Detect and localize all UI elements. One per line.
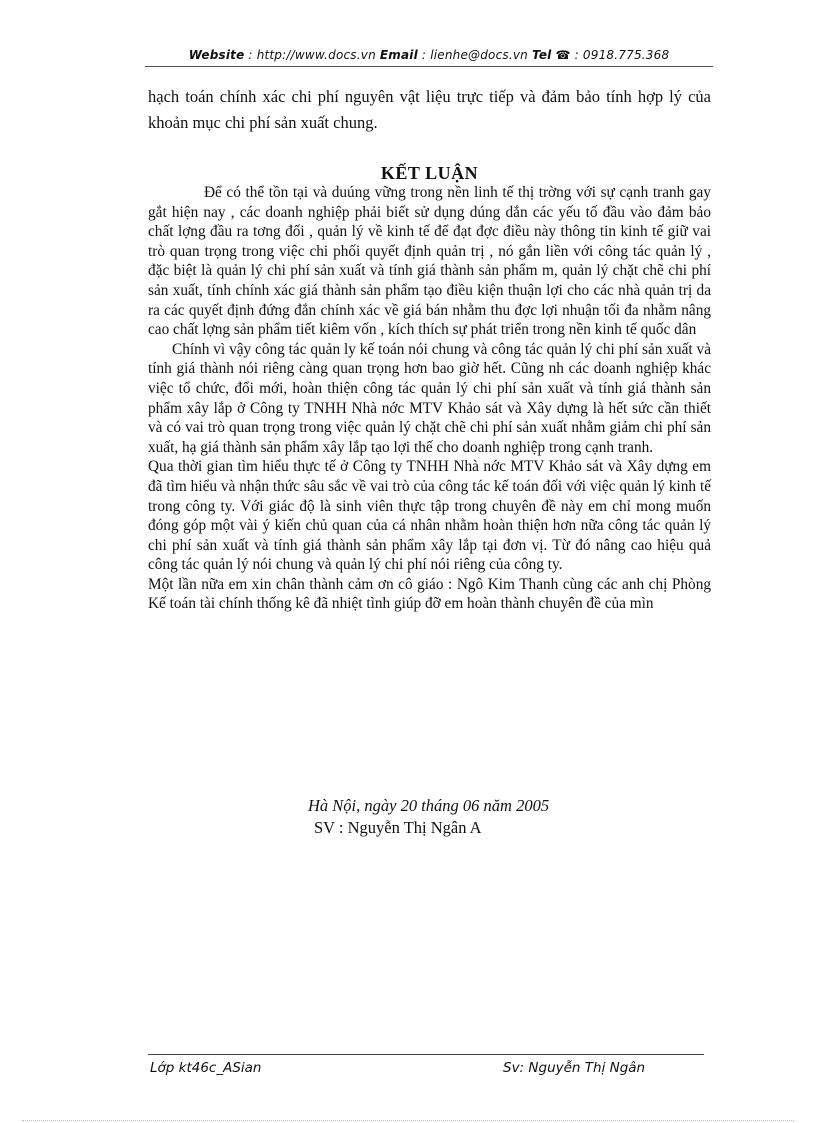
header-divider (145, 66, 713, 67)
signature-line: SV : Nguyễn Thị Ngân A (314, 818, 482, 837)
page-edge (22, 1120, 794, 1121)
email-label: Email (379, 48, 418, 62)
footer-divider (148, 1054, 704, 1055)
conclusion-paragraph-4: Một lần nữa em xin chân thành cảm ơn cô giáo : Ngô Kim Thanh cùng các anh chị Phòng Kế toán tài chính thống kê đã nhiệt tình giúp đỡ em hoàn thành chuyên đề của mìn (148, 575, 711, 613)
conclusion-body (148, 183, 711, 614)
phone-icon: ☎ (555, 48, 571, 62)
tel-value: : 0918.775.368 (570, 48, 670, 62)
page-header (145, 48, 713, 62)
conclusion-paragraph-1: Để có thể tồn tại và duúng vững trong nền linh tế thị trờng với sự cạnh tranh gay gắt hiện nay , các doanh nghiệp phải biết sử dụng dúng dắn các yếu tố đầu vào đảm bảo chất lợng đầu ra tơng đối , quản lý về kinh tế để đạt đợc điều này thông tin kinh tế giữ vai trò quan trọng trong việc chi phối quyết định quản trị , nó gắn liền với công tác quản lý , đặc biệt là quản lý chi phí sản xuất và tính giá thành sản phẩm m, quản lý chặt chẽ chi phí sản xuất, tính chính xác giá thành sản phẩm tạo điều kiện thuận lợi cho các nhà quản trị da ra các quyết định đứng đắn chính xác về giá bán nhằm thu đợc lợi nhuận tối đa nhằm nâng cao chất lợng sản phẩm tiết kiêm vốn , kích thích sự phát triển trong nền kinh tế quốc dân (148, 184, 711, 339)
conclusion-title: KẾT LUẬN (380, 163, 479, 183)
email-value: : lienhe@docs.vn (417, 48, 532, 62)
website-value: : http://www.docs.vn (244, 48, 380, 62)
intro-paragraph: hạch toán chính xác chi phí nguyên vật liệu trực tiếp và đảm bảo tính hợp lý của khoản mục chi phí sản xuất chung. (148, 87, 711, 132)
footer-class-label: Lớp kt46c_ASian (150, 1060, 262, 1076)
footer-student-label: Sv: Nguyễn Thị Ngân (503, 1060, 646, 1076)
tel-label: Tel (531, 48, 552, 62)
website-label: Website (188, 48, 245, 62)
conclusion-paragraph-3: Qua thời gian tìm hiểu thực tế ở Công ty TNHH Nhà nớc MTV Khảo sát và Xây dựng em đã tìm hiểu và nhận thức sâu sắc về vai trò của công tác kế toán đối với việc quản lý kinh tế trong công ty. Với giác độ là sinh viên thực tập trong chuyên đề này em chỉ mong muốn đóng góp một vài ý kiến chủ quan của cá nhân nhằm hoàn thiện hơn nữa công tác quản lý chi phí sản xuất và tính giá thành sản phẩm xây lắp tại đơn vị. Từ đó nâng cao hiệu quả công tác quản lý nói chung và quản lý chi phí nói riêng của công ty. (148, 458, 711, 574)
conclusion-paragraph-2: Chính vì vậy công tác quản ly kế toán nói chung và công tác quản lý chi phí sản xuất và tính giá thành nói riêng càng quan trọng hơn bao giờ hết. Cũng nh các doanh nghiệp khác việc tổ chức, đổi mới, hoàn thiện công tác quản lý chi phí sản xuất và tính giá thành sản phẩm xây lắp ở Công ty TNHH Nhà nớc MTV Khảo sát và Xây dựng là hết sức cần thiết và có vai trò quan trọng trong việc quản lý chặt chẽ chi phí sản xuất nhằm giảm chi phí sản xuất, hạ giá thành sản phẩm xây lắp tạo lợi thế cho doanh nghiệp trong cạnh tranh. (148, 340, 711, 456)
date-line: Hà Nội, ngày 20 tháng 06 năm 2005 (308, 796, 550, 815)
